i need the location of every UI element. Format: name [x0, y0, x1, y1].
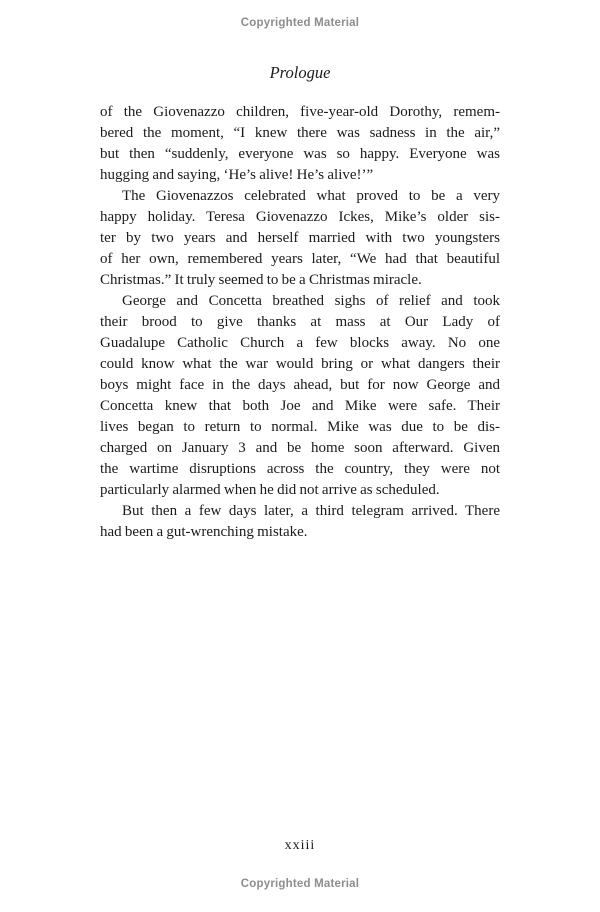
text-line: particularly alarmed when he did not arrive as scheduled.: [100, 482, 440, 498]
paragraph: [100, 102, 500, 186]
text-line: could know what the war would bring or what dangers their: [100, 356, 500, 372]
text-line: But then a few days later, a third telegram arrived. There: [122, 503, 500, 519]
text-line: hugging and saying, ‘He’s alive! He’s alive!’”: [100, 167, 374, 183]
text-line: lives began to return to normal. Mike was due to be dis-: [100, 419, 500, 435]
text-line: Guadalupe Catholic Church a few blocks away. No one: [100, 335, 500, 351]
copyright-notice-bottom: Copyrighted Material: [240, 878, 360, 890]
text-line: ter by two years and herself married with two youngsters: [100, 230, 500, 246]
text-line: their brood to give thanks at mass at Our Lady of: [100, 314, 500, 330]
text-line: of the Giovenazzo children, five-year-old Dorothy, remem-: [100, 104, 500, 120]
chapter-heading: Prologue: [269, 63, 331, 82]
text-line: but then “suddenly, everyone was so happy. Everyone was: [100, 146, 500, 162]
text-line: the wartime disruptions across the country, they were not: [100, 461, 500, 477]
text-line: George and Concetta breathed sighs of relief and took: [122, 293, 500, 309]
text-line: boys might face in the days ahead, but for now George and: [100, 377, 500, 393]
paragraph: [100, 291, 500, 501]
paragraph: [100, 186, 500, 291]
copyright-notice-top: Copyrighted Material: [240, 17, 360, 29]
text-line: charged on January 3 and be home soon afterward. Given: [100, 440, 500, 456]
text-line: Concetta knew that both Joe and Mike were safe. Their: [100, 398, 500, 414]
text-line: happy holiday. Teresa Giovenazzo Ickes, Mike’s older sis-: [100, 209, 500, 225]
page-number: xxiii: [284, 838, 316, 853]
text-line: had been a gut-wrenching mistake.: [100, 524, 308, 540]
text-line: bered the moment, “I knew there was sadness in the air,”: [100, 125, 500, 141]
paragraph: [100, 501, 500, 543]
text-line: of her own, remembered years later, “We had that beautiful: [100, 251, 500, 267]
text-line: The Giovenazzos celebrated what proved to be a very: [122, 188, 500, 204]
body-text: [100, 102, 500, 543]
text-line: Christmas.” It truly seemed to be a Christmas miracle.: [100, 272, 422, 288]
